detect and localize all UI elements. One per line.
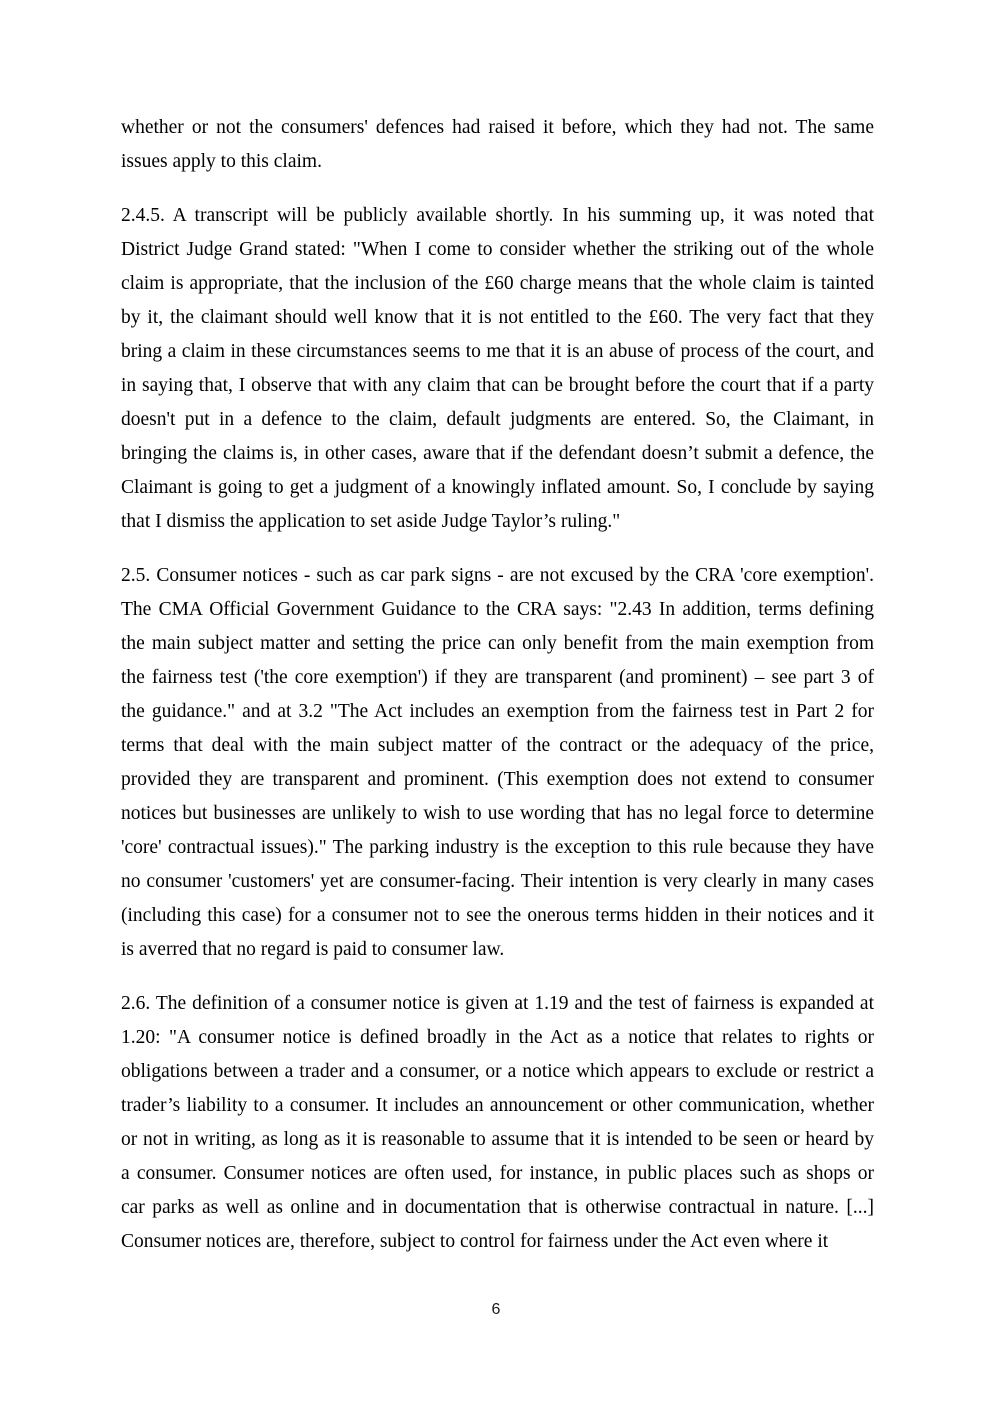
text-line: issues apply to this claim. xyxy=(121,151,322,172)
paragraph-2-5 xyxy=(121,559,874,967)
text-line: 2.6. The definition of a consumer notice is given at 1.19 and the test of fairness is expanded at xyxy=(121,993,874,1014)
text-line: by it, the claimant should well know that it is not entitled to the £60. The very fact that they xyxy=(121,307,874,328)
text-line: doesn't put in a defence to the claim, default judgments are entered. So, the Claimant, in xyxy=(121,409,874,430)
text-line: that I dismiss the application to set aside Judge Taylor’s ruling." xyxy=(121,511,621,532)
text-line: a consumer. Consumer notices are often used, for instance, in public places such as shops or xyxy=(121,1163,874,1184)
text-line: in saying that, I observe that with any claim that can be brought before the court that if a party xyxy=(121,375,874,396)
text-line: 1.20: "A consumer notice is defined broadly in the Act as a notice that relates to rights or xyxy=(121,1027,874,1048)
text-line: the guidance." and at 3.2 "The Act includes an exemption from the fairness test in Part 2 for xyxy=(121,701,874,722)
text-line: is averred that no regard is paid to consumer law. xyxy=(121,939,505,960)
text-line: the main subject matter and setting the price can only benefit from the main exemption from xyxy=(121,633,874,654)
page-number: 6 xyxy=(491,1301,501,1318)
text-line: 2.5. Consumer notices - such as car park signs - are not excused by the CRA 'core exemption'. xyxy=(121,565,874,586)
text-line: 'core' contractual issues)." The parking industry is the exception to this rule because they have xyxy=(121,837,874,858)
text-line: claim is appropriate, that the inclusion of the £60 charge means that the whole claim is tainted xyxy=(121,273,874,294)
text-line: the fairness test ('the core exemption') if they are transparent (and prominent) – see part 3 of xyxy=(121,667,874,688)
text-line: notices but businesses are unlikely to wish to use wording that has no legal force to determine xyxy=(121,803,874,824)
text-line: terms that deal with the main subject matter of the contract or the adequacy of the price, xyxy=(121,735,874,756)
text-line: trader’s liability to a consumer. It includes an announcement or other communication, whether xyxy=(121,1095,874,1116)
text-line: car parks as well as online and in documentation that is otherwise contractual in nature. [...] xyxy=(121,1197,874,1218)
text-line: 2.4.5. A transcript will be publicly available shortly. In his summing up, it was noted that xyxy=(121,205,874,226)
text-line: whether or not the consumers' defences had raised it before, which they had not. The same xyxy=(121,117,874,138)
text-line: (including this case) for a consumer not to see the onerous terms hidden in their notices and it xyxy=(121,905,874,926)
text-line: provided they are transparent and prominent. (This exemption does not extend to consumer xyxy=(121,769,874,790)
text-line: no consumer 'customers' yet are consumer-facing. Their intention is very clearly in many cases xyxy=(121,871,874,892)
paragraph-2-6 xyxy=(121,987,874,1259)
text-line: or not in writing, as long as it is reasonable to assume that it is intended to be seen or heard by xyxy=(121,1129,874,1150)
text-line: obligations between a trader and a consumer, or a notice which appears to exclude or restrict a xyxy=(121,1061,874,1082)
text-line: District Judge Grand stated: "When I come to consider whether the striking out of the whole xyxy=(121,239,874,260)
text-line: Claimant is going to get a judgment of a knowingly inflated amount. So, I conclude by saying xyxy=(121,477,874,498)
paragraph-continuation xyxy=(121,111,874,179)
text-line: Consumer notices are, therefore, subject to control for fairness under the Act even where it xyxy=(121,1231,829,1252)
text-line: The CMA Official Government Guidance to the CRA says: "2.43 In addition, terms defining xyxy=(121,599,874,620)
text-line: bringing the claims is, in other cases, aware that if the defendant doesn’t submit a defence, the xyxy=(121,443,874,464)
paragraph-2-4-5 xyxy=(121,199,874,539)
text-line: bring a claim in these circumstances seems to me that it is an abuse of process of the court, and xyxy=(121,341,874,362)
document-body xyxy=(121,111,874,1279)
